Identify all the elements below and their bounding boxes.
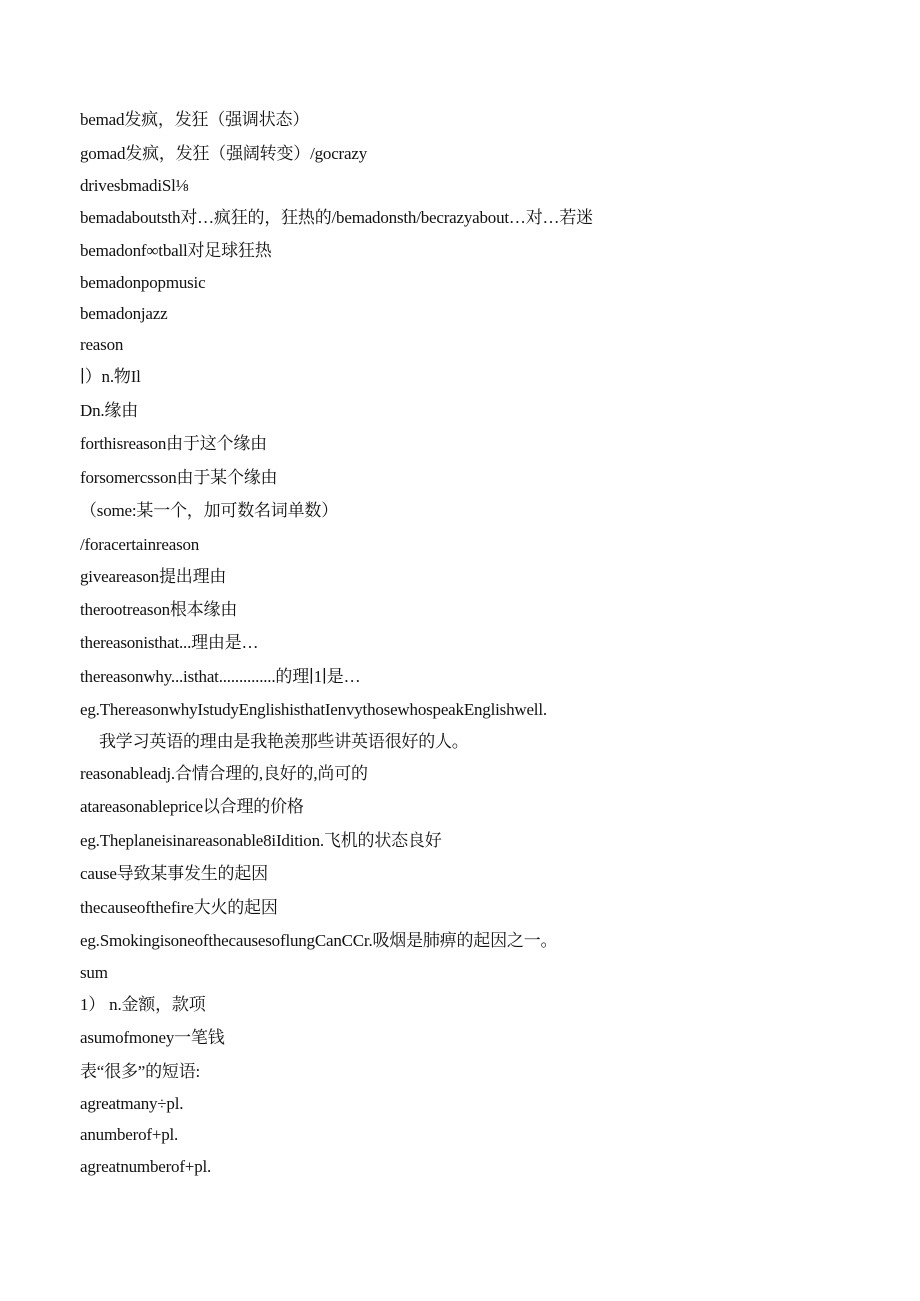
text-line: forthisreason由于这个缘由: [80, 434, 267, 453]
text-line: bemadonf∞tball对足球狂热: [80, 241, 272, 260]
text-line: （some:某一个，加可数名词单数）: [80, 501, 339, 520]
text-line: bemadonjazz: [80, 304, 168, 323]
text-line: agreatmany÷pl.: [80, 1094, 184, 1113]
text-line: eg.ThereasonwhyIstudyEnglishisthatIenvythosewhospeakEnglishwell.: [80, 700, 547, 719]
text-line: asumofmoney一笔钱: [80, 1028, 225, 1047]
text-line: atareasonableprice以合理的价格: [80, 797, 304, 816]
text-line: therootreason根本缘由: [80, 600, 238, 619]
text-line: reasonableadj.合情合理的,良好的,尚可的: [80, 764, 368, 783]
text-line: agreatnumberof+pl.: [80, 1157, 212, 1176]
text-line: anumberof+pl.: [80, 1125, 179, 1144]
text-line: thecauseofthefire大火的起因: [80, 898, 278, 917]
text-line: sum: [80, 963, 108, 982]
text-line: bemadaboutsth对…疯狂的，狂热的/bemadonsth/becrazyabout…对…若迷: [80, 208, 593, 227]
text-line: bemad发疯，发狂（强调状态）: [80, 110, 310, 129]
text-line: giveareason提出理由: [80, 567, 227, 586]
text-line: thereasonisthat...理由是…: [80, 633, 259, 652]
text-line: thereasonwhy...isthat..............的理∣1∣是…: [80, 667, 361, 686]
text-line: bemadonpopmusic: [80, 273, 206, 292]
text-line: ∣）n.物Il: [80, 367, 141, 386]
text-line: eg.SmokingisoneofthecausesoflungCanCCr.吸烟是肺痹的起因之一。: [80, 931, 558, 950]
text-line: 表“很多”的短语:: [80, 1062, 201, 1081]
text-line: /foracertainreason: [80, 535, 200, 554]
text-line: reason: [80, 335, 124, 354]
text-line: eg.Theplaneisinareasonable8iIdition.飞机的状态良好: [80, 831, 442, 850]
text-line: 我学习英语的理由是我艳羡那些讲英语很好的人。: [99, 732, 469, 751]
text-line: Dn.缘由: [80, 401, 139, 420]
text-line: cause导致某事发生的起因: [80, 864, 268, 883]
text-line: forsomercsson由于某个缘由: [80, 468, 278, 487]
text-line: drivesbmadiSl⅛: [80, 176, 189, 195]
text-line: gomad发疯，发狂（强阔转变）/gocrazy: [80, 144, 367, 163]
text-line: 1） n.金额，款项: [80, 995, 206, 1014]
